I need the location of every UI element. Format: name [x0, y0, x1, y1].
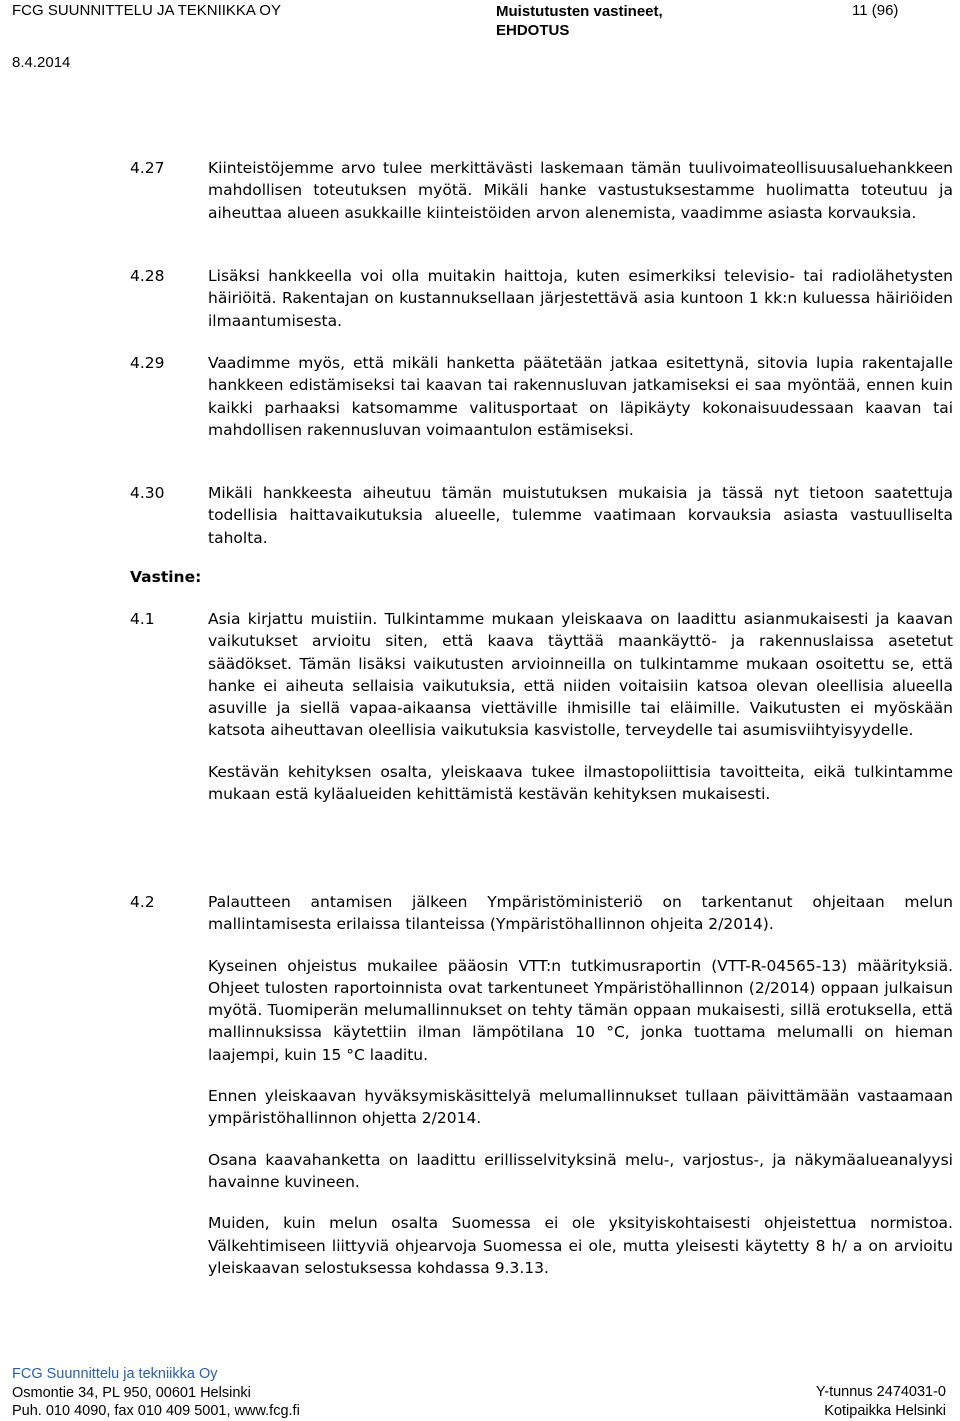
item-text — [208, 352, 953, 441]
objection-item — [130, 482, 953, 549]
objection-item — [130, 352, 953, 441]
item-number: 4.30 — [130, 484, 165, 502]
header-company: FCG SUUNNITTELU JA TEKNIIKKA OY — [12, 2, 281, 19]
objection-item — [130, 157, 953, 224]
page-footer — [0, 1365, 960, 1421]
item-paragraph: Kiinteistöjemme arvo tulee merkittävästi laskemaan tämän tuulivoimateollisuusaluehankkeen mahdollisen toteutuksen myötä. Mikäli hanke vastustuksestamme huolimatta toteutuu ja aiheuttaa alueen asukkaille kiinteistöiden arvon alenemista, vaadimme asiasta korvauksia. — [208, 159, 953, 222]
response-item — [130, 608, 953, 805]
vastine-heading: Vastine: — [130, 568, 202, 586]
footer-address: Osmontie 34, PL 950, 00601 Helsinki — [12, 1384, 251, 1401]
page-header — [0, 0, 960, 70]
footer-company: FCG Suunnittelu ja tekniikka Oy — [12, 1366, 218, 1382]
header-doc-title-line2: EHDOTUS — [496, 22, 570, 39]
item-number: 4.29 — [130, 354, 165, 372]
item-number: 4.2 — [130, 893, 155, 911]
item-paragraph: Ennen yleiskaavan hyväksymiskäsittelyä melumallinnukset tullaan päivittämään vastaamaan ympäristöhallinnon ohjetta 2/2014. — [208, 1087, 953, 1128]
item-paragraph: Asia kirjattu muistiin. Tulkintamme mukaan yleiskaava on laadittu asianmukaisesti ja kaavan vaikutukset arvioitu siten, että kaava täyttää maankäyttö- ja rakennuslaissa asetetut säädökset. Tämän lisäksi vaikutusten arvioinneilla on tulkintamme mukaan osoitettu se, että hanke ei aiheuta sellaisia vaikutuksia, että niiden voitaisiin katsoa olevan oleellisia alueella asuville ja siellä vapaa-aikaansa viettäville ihmisille tai eläimille. Vaikutusten ei myöskään katsota aiheuttavan oleellisia vaikutuksia kasvistolle, terveydelle tai asumisviihtyisyydelle. — [208, 610, 953, 740]
item-text — [208, 482, 953, 549]
item-text — [208, 265, 953, 332]
item-paragraph: Kestävän kehityksen osalta, yleiskaava tukee ilmastopoliittisia tavoitteita, eikä tulkintamme mukaan estä kyläalueiden kehittämistä kestävän kehityksen mukaisesti. — [208, 762, 953, 804]
item-text — [208, 891, 953, 1279]
header-doc-title — [496, 2, 663, 40]
item-paragraph: Osana kaavahanketta on laadittu erillisselvityksinä melu-, varjostus-, ja näkymäalueanalyysi havainne kuvineen. — [208, 1150, 953, 1191]
item-number: 4.28 — [130, 267, 165, 285]
header-doc-title-line1: Muistutusten vastineet, — [496, 3, 663, 20]
header-page-number: 11 (96) — [852, 2, 899, 19]
footer-contact: Puh. 010 4090, fax 010 409 5001, www.fcg.fi — [12, 1403, 300, 1419]
objection-item — [130, 265, 953, 332]
item-paragraph: Palautteen antamisen jälkeen Ympäristöministeriö on tarkentanut ohjeitaan melun mallintamisesta erilaissa tilanteissa (Ympäristöhallinnon ohjeita 2/2014). — [208, 893, 953, 934]
item-text — [208, 157, 953, 224]
item-number: 4.27 — [130, 159, 165, 177]
item-paragraph: Mikäli hankkeesta aiheutuu tämän muistutuksen mukaisia ja tässä nyt tietoon saatettuja todellisia haittavaikutuksia alueelle, tulemme vaatimaan korvauksia asiasta vastuulliselta taholta. — [208, 484, 953, 547]
item-number: 4.1 — [130, 610, 155, 628]
response-item — [130, 891, 953, 1279]
header-date: 8.4.2014 — [12, 54, 71, 71]
footer-kotipaikka: Kotipaikka Helsinki — [824, 1402, 946, 1419]
footer-right — [816, 1383, 946, 1420]
footer-ytunnus: Y-tunnus 2474031-0 — [815, 1384, 946, 1400]
footer-left — [12, 1365, 300, 1421]
item-paragraph: Muiden, kuin melun osalta Suomessa ei ole yksityiskohtaisesti ohjeistettua normistoa. Välkehtimiseen liittyviä ohjearvoja Suomessa ei ole, mutta yleisesti käytetty 8 h/ a on arvioitu yleiskaavan selostuksessa kohdassa 9.3.13. — [208, 1214, 953, 1277]
item-paragraph: Vaadimme myös, että mikäli hanketta päätetään jatkaa esitettynä, sitovia lupia rakentajalle hankkeen edistämiseksi tai kaavan tai rakennusluvan jatkamiseksi ei saa myöntää, ennen kuin kaikki parhaaksi katsomamme valitusportaat on läpikäyty kokonaisuudessaan kaavan tai mahdollisen rakennusluvan voimaantulon estämiseksi. — [208, 354, 953, 439]
item-text — [208, 608, 953, 805]
item-paragraph: Lisäksi hankkeella voi olla muitakin haittoja, kuten esimerkiksi televisio- tai radiolähetysten häiriöitä. Rakentajan on kustannuksellaan järjestettävä asia kuntoon 1 kk:n kuluessa häiriöiden ilmaantumisesta. — [208, 267, 953, 330]
item-paragraph: Kyseinen ohjeistus mukailee pääosin VTT:n tutkimusraportin (VTT-R-04565-13) määrityksiä. Ohjeet tulosten raportoinnista ovat tarkentuneet Ympäristöhallinnon (2/2014) oppaan julkaisun myötä. Tuomiperän melumallinnukset on tehty tämän oppaan mukaisesti, sillä erotuksella, että mallinnuksissa käytettiin ilman lämpötilana 10 °C, jonka tuottama melumalli on hieman laajempi, kuin 15 °C laaditu. — [208, 956, 953, 1064]
